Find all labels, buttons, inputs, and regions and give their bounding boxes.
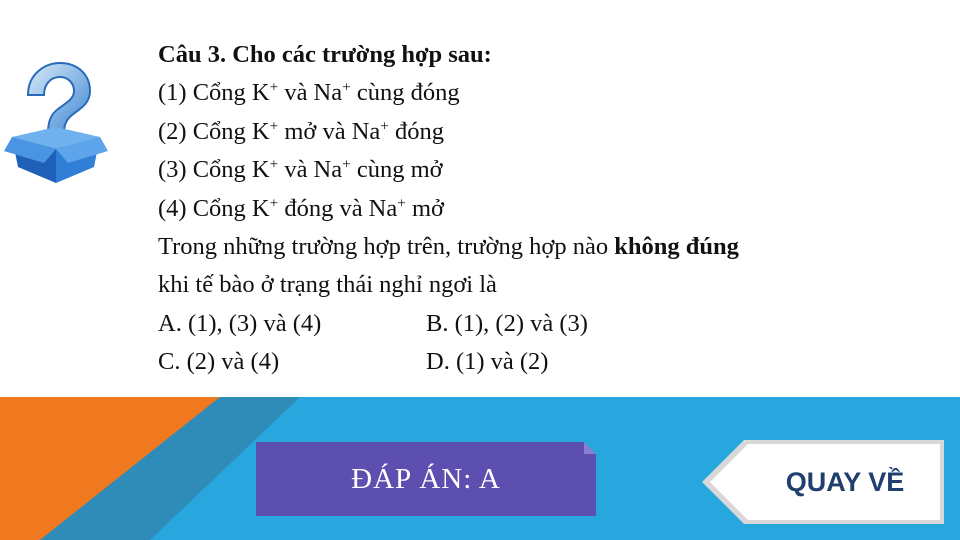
options-row <box>158 343 938 381</box>
case-text: cùng đóng <box>350 79 460 107</box>
case-text: cùng mở <box>350 156 443 184</box>
case-item <box>158 151 938 189</box>
option-b: B. (1), (2) và (3) <box>426 309 588 337</box>
case-text: đóng và Na <box>278 194 398 222</box>
options-row <box>158 305 938 343</box>
case-text: (2) Cổng K <box>158 117 270 145</box>
answer-button[interactable] <box>256 442 596 516</box>
ion-charge: + <box>269 117 279 135</box>
prompt-text: Trong những trường hợp trên, trường hợp nào <box>158 233 615 261</box>
prompt-emphasis: không đúng <box>614 233 739 261</box>
case-text: (1) Cổng K <box>158 79 270 107</box>
ion-charge: + <box>397 194 406 212</box>
case-item <box>158 190 938 228</box>
ion-charge: + <box>269 79 279 97</box>
case-text: đóng <box>388 117 444 145</box>
case-text: (4) Cổng K <box>158 194 270 222</box>
back-button[interactable] <box>702 440 944 524</box>
ion-charge: + <box>269 194 279 212</box>
case-text: và Na <box>278 156 343 184</box>
case-text: và Na <box>278 79 343 107</box>
ion-charge: + <box>269 155 279 173</box>
option-a: A. (1), (3) và (4) <box>158 309 322 337</box>
case-text: (3) Cổng K <box>158 156 270 184</box>
ion-charge: + <box>342 155 351 173</box>
case-item <box>158 74 938 112</box>
case-item <box>158 113 938 151</box>
ion-charge: + <box>380 117 389 135</box>
question-box-icon <box>4 55 109 185</box>
case-text: mở <box>405 194 444 222</box>
case-text: mở và Na <box>278 117 381 145</box>
question-prompt-line2: khi tế bào ở trạng thái nghỉ ngơi là <box>158 271 497 299</box>
back-label: QUAY VỀ <box>785 466 905 497</box>
option-d: D. (1) và (2) <box>426 348 549 376</box>
question-text <box>158 36 938 382</box>
question-title: Câu 3. Cho các trường hợp sau: <box>158 41 492 68</box>
answer-label: ĐÁP ÁN: A <box>351 462 501 495</box>
question-prompt <box>158 228 938 266</box>
ion-charge: + <box>342 79 351 97</box>
option-c: C. (2) và (4) <box>158 348 280 376</box>
